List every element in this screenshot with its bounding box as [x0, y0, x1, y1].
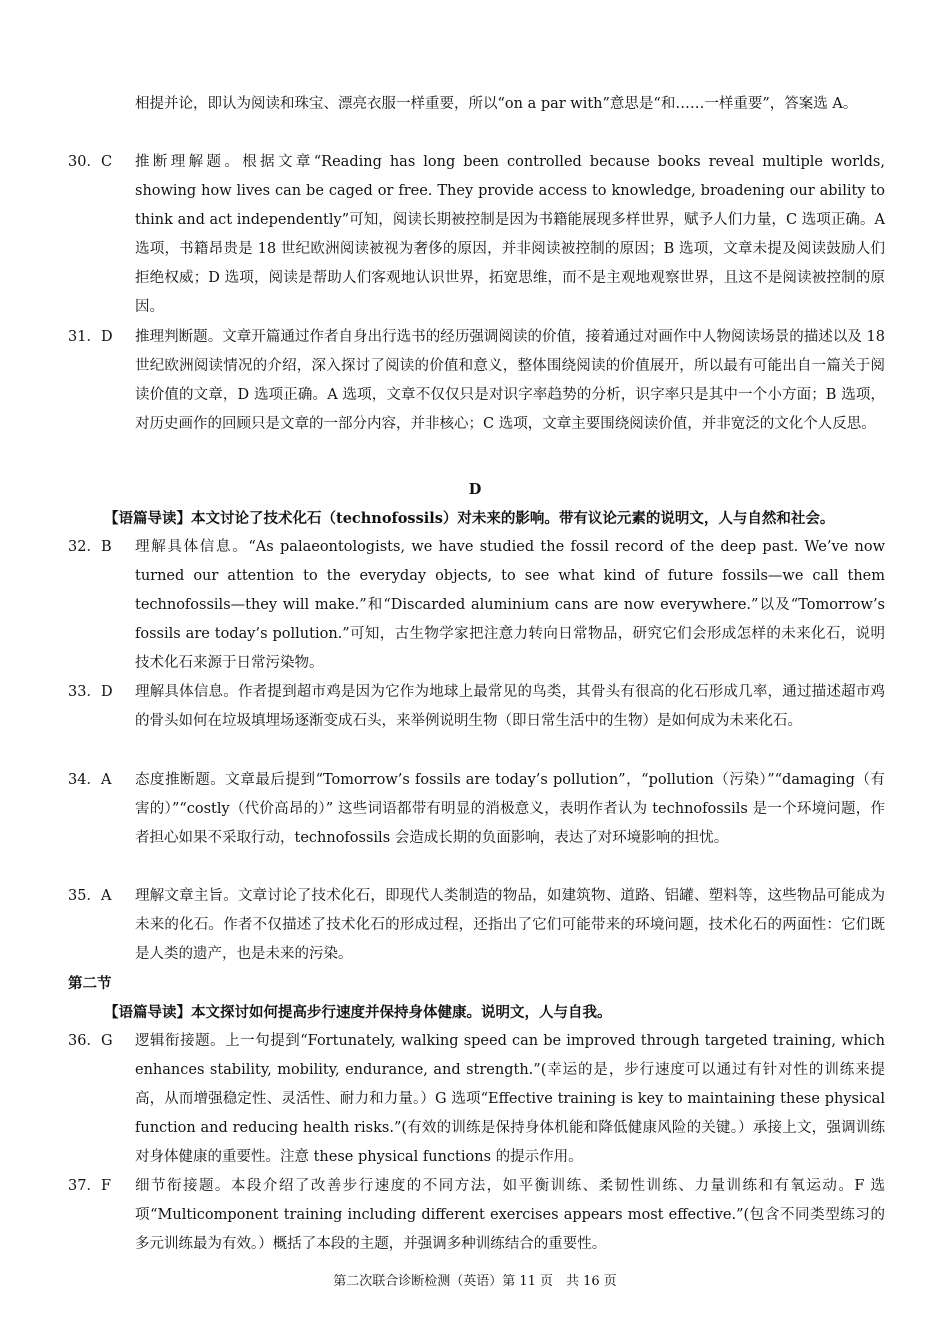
passage-guide-section2: 【语篇导读】本文探讨如何提高步行速度并保持身体健康。说明文，人与自我。 [104, 1004, 612, 1021]
answer-number: 33．D [68, 684, 113, 700]
answer-number: 37．F [68, 1178, 112, 1194]
answer-number: 32．B [68, 539, 112, 555]
answer-item-31 [68, 323, 885, 439]
answer-explanation: 理解具体信息。作者提到超市鸡是因为它作为地球上最常见的鸟类，其骨头有很高的化石形成几率，通过描述超市鸡的骨头如何在垃圾填埋场逐渐变成石头，来举例说明生物（即日常生活中的生物）是如何成为未来化石。 [135, 684, 885, 729]
answer-explanation: 逻辑衔接题。上一句提到“Fortunately, walking speed can be improved through targeted training, which enhances stability, mobility, endurance, and strength.”(幸运的是，步行速度可以通过有针对性的训练来提高，从而增强稳定性、灵活性、耐力和力量。）G 选项“Effective training is key to maintaining these physical function and reducing health risks.”(有效的训练是保持身体机能和降低健康风险的关键。）承接上文，强调训练对身体健康的重要性。注意 these physical functions 的提示作用。 [135, 1033, 885, 1165]
answer-item-30 [68, 148, 885, 322]
passage-guide-d: 【语篇导读】本文讨论了技术化石（technofossils）对未来的影响。带有议论元素的说明文，人与自然和社会。 [104, 510, 835, 527]
answer-item-33 [68, 678, 885, 736]
answer-explanation: 态度推断题。文章最后提到“Tomorrow’s fossils are today’s pollution”，“pollution（污染）”“damaging（有害的）”“costly（代价高昂的）” 这些词语都带有明显的消极意义，表明作者认为 technofossils 是一个环境问题，作者担心如果不采取行动，technofossils 会造成长期的负面影响，表达了对环境影响的担忧。 [135, 772, 885, 846]
section-heading-2: 第二节 [68, 975, 112, 992]
answer-explanation: 理解具体信息。“As palaeontologists, we have studied the fossil record of the deep past. We’ve now turned our attention to the everyday objects, to see what kind of future fossils—we call them technofossils—they will make.”和“Discarded aluminium cans are now everywhere.”以及“Tomorrow’s fossils are today’s pollution.”可知，古生物学家把注意力转向日常物品，研究它们会形成怎样的未来化石，说明技术化石来源于日常污染物。 [135, 539, 885, 671]
answer-explanation: 推理判断题。文章开篇通过作者自身出行选书的经历强调阅读的价值，接着通过对画作中人物阅读场景的描述以及 18 世纪欧洲阅读情况的介绍，深入探讨了阅读的价值和意义，整体围绕阅读的价值展开，所以最有可能出自一篇关于阅读价值的文章，D 选项正确。A 选项，文章不仅仅只是对识字率趋势的分析，识字率只是其中一个小方面；B 选项，对历史画作的回顾只是文章的一部分内容，并非核心；C 选项，文章主要围绕阅读价值，并非宽泛的文化个人反思。 [135, 329, 885, 432]
answer-explanation: 理解文章主旨。文章讨论了技术化石，即现代人类制造的物品，如建筑物、道路、铝罐、塑料等，这些物品可能成为未来的化石。作者不仅描述了技术化石的形成过程，还指出了它们可能带来的环境问题，技术化石的两面性：它们既是人类的遗产，也是未来的污染。 [135, 888, 885, 962]
section-heading-d: D [468, 481, 482, 498]
answer-item-36 [68, 1027, 885, 1172]
answer-number: 31．D [68, 329, 113, 345]
answer-number: 35．A [68, 888, 112, 904]
page-footer: 第二次联合诊断检测（英语）第 11 页 共 16 页 [333, 1274, 617, 1289]
answer-explanation: 细节衔接题。本段介绍了改善步行速度的不同方法，如平衡训练、柔韧性训练、力量训练和有氧运动。F 选项“Multicomponent training including different exercises appears most effective.”(包含不同类型练习的多元训练最为有效。）概括了本段的主题，并强调多种训练结合的重要性。 [135, 1178, 885, 1252]
continuation-paragraph: 相提并论，即认为阅读和珠宝、漂亮衣服一样重要，所以“on a par with”意思是“和……一样重要”，答案选 A。 [135, 96, 858, 112]
answer-item-37 [68, 1172, 885, 1259]
answer-explanation: 推断理解题。根据文章“Reading has long been controlled because books reveal multiple worlds, showing how lives can be caged or free. They provide access to knowledge, broadening our ability to think and act independently”可知，阅读长期被控制是因为书籍能展现多样世界，赋予人们力量，C 选项正确。A 选项，书籍昂贵是 18 世纪欧洲阅读被视为奢侈的原因，并非阅读被控制的原因；B 选项，文章未提及阅读鼓励人们拒绝权威；D 选项，阅读是帮助人们客观地认识世界，拓宽思维，而不是主观地观察世界，且这不是阅读被控制的原因。 [135, 154, 885, 315]
answer-item-35 [68, 882, 885, 969]
answer-number: 36．G [68, 1033, 113, 1049]
answer-number: 34．A [68, 772, 112, 788]
answer-item-34 [68, 766, 885, 853]
answer-item-32 [68, 533, 885, 678]
answer-number: 30．C [68, 154, 113, 170]
